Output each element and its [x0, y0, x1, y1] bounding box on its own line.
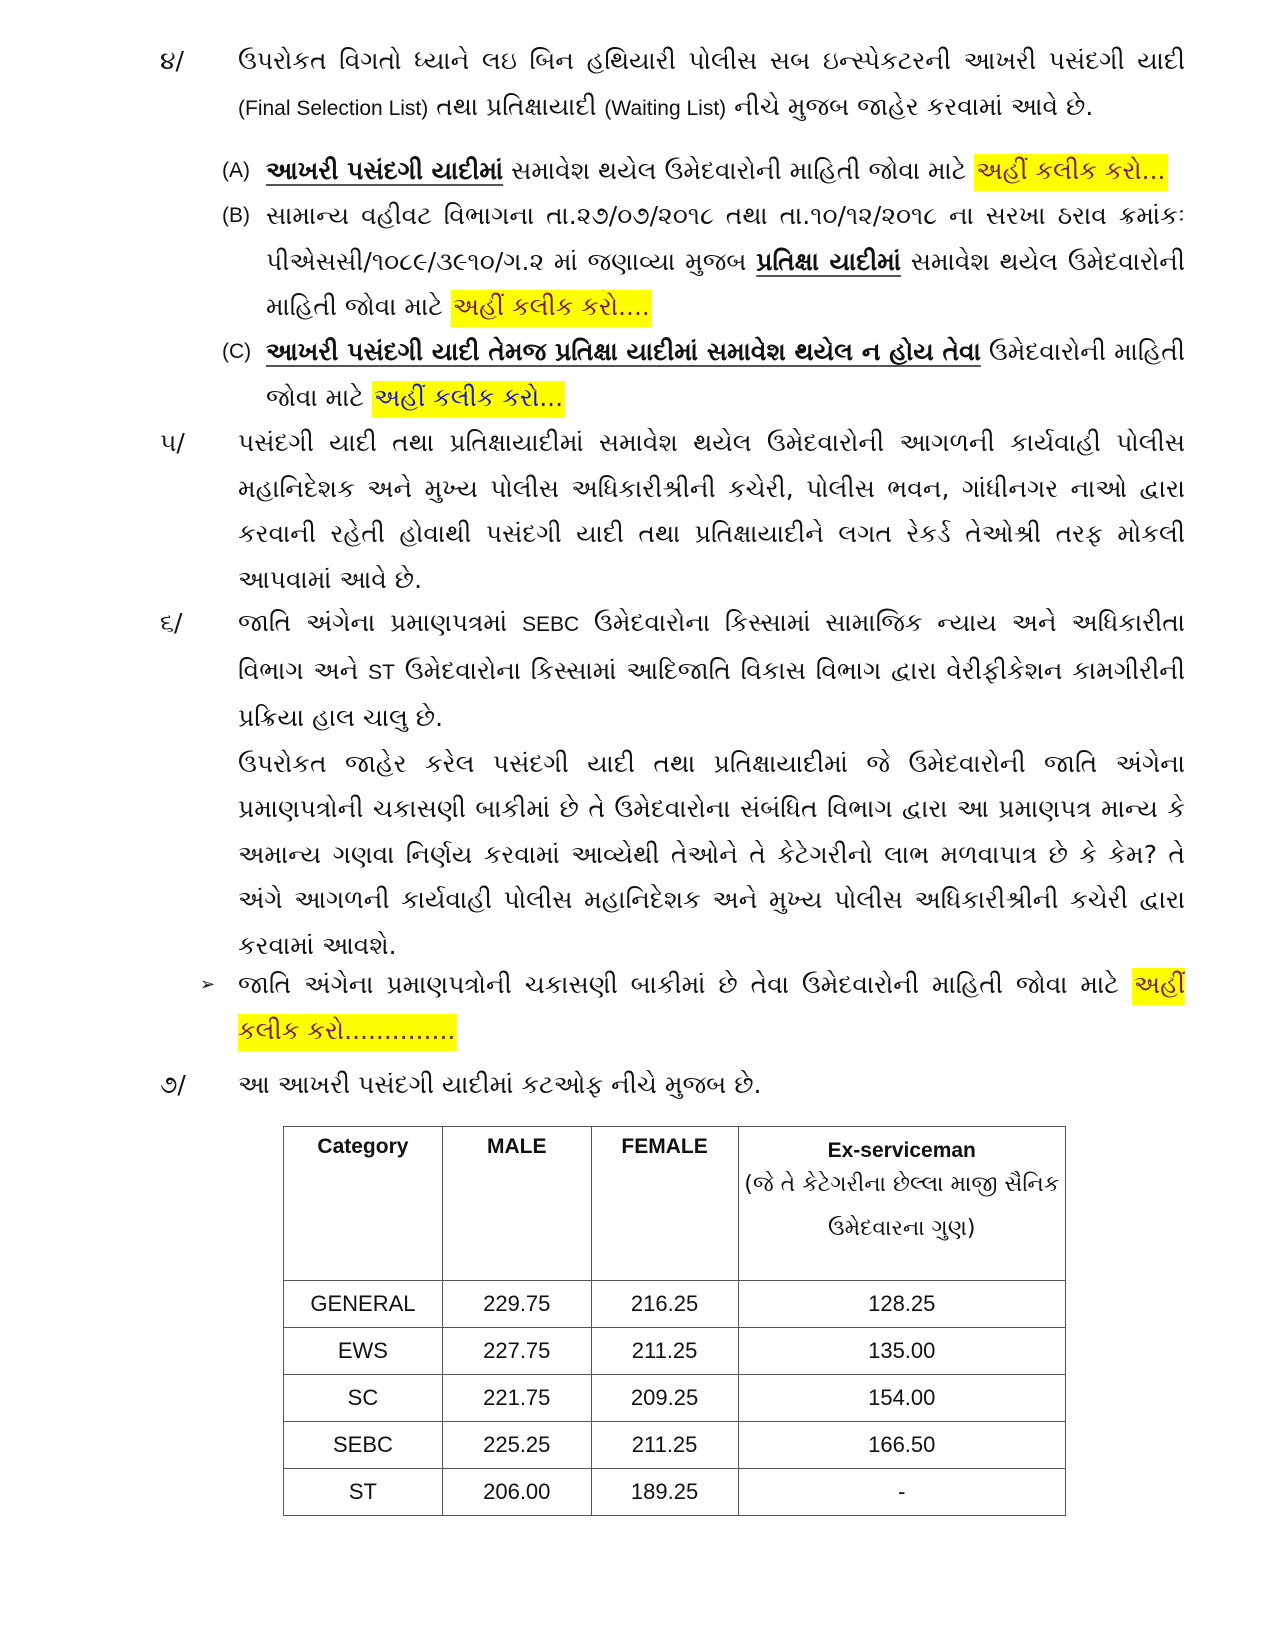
text: નીચે મુજબ જાહેર કરવામાં આવે છે. — [726, 91, 1094, 121]
cell-ex-serviceman: 154.00 — [738, 1375, 1066, 1422]
section-7 — [160, 1062, 1185, 1108]
waiting-list-label: (Waiting List) — [604, 96, 727, 120]
section-number: ૭/ — [160, 1070, 186, 1099]
table-row — [284, 1422, 1066, 1469]
text: સામાન્ય વહીવટ વિભાગના તા.૨૭/૦૭/૨૦૧૮ તથા તા.૧૦/૧૨/૨૦૧૮ ના સરખા ઠરાવ ક્રમાંકઃ પીએસસી/૧૦૮૯/૩૯૧૦/ગ.૨ માં જણાવ્યા મુજબ — [266, 201, 1185, 276]
section-5 — [160, 420, 1185, 602]
item-label: (A) — [222, 159, 250, 182]
cell-male: 221.75 — [442, 1375, 591, 1422]
text: ઉમેદવારોના કિસ્સામાં સામાજિક ન્યાય અને અધિકારીતા વિભાગ અને — [238, 608, 1185, 685]
header-male: MALE — [442, 1127, 591, 1281]
arrow-bullet-icon: ➢ — [200, 974, 216, 995]
cell-ex-serviceman: - — [738, 1469, 1066, 1516]
section-4-text — [238, 38, 1185, 131]
ex-serviceman-note: (જે તે કેટેગરીના છેલ્લા માજી સૈનિક ઉમેદવારના ગુણ) — [744, 1172, 1060, 1241]
st-label: ST — [368, 660, 396, 684]
final-list-link[interactable]: અહીં કલીક કરો... — [974, 154, 1167, 191]
cell-male: 225.25 — [442, 1422, 591, 1469]
underlined-text: પ્રતિક્ષા યાદીમાં — [756, 246, 902, 276]
item-b — [222, 193, 1185, 330]
not-included-list-link[interactable]: અહીં કલીક કરો... — [372, 381, 565, 418]
cell-category: ST — [284, 1469, 443, 1516]
underlined-text: આખરી પસંદગી યાદીમાં — [266, 156, 504, 185]
table-row — [284, 1281, 1066, 1328]
text: ઉમેદવારોની માહિતી જોવા માટે — [266, 337, 1185, 412]
sebc-label: SEBC — [521, 613, 580, 636]
text: જાતિ અંગેના પ્રમાણપત્રમાં — [238, 608, 522, 637]
cell-category: GENERAL — [284, 1281, 443, 1328]
cell-male: 227.75 — [442, 1328, 591, 1375]
header-female: FEMALE — [591, 1127, 738, 1281]
cell-category: SEBC — [284, 1422, 443, 1469]
cell-female: 189.25 — [591, 1469, 738, 1516]
section-6-text — [238, 600, 1185, 741]
cell-ex-serviceman: 166.50 — [738, 1422, 1066, 1469]
cell-male: 206.00 — [442, 1469, 591, 1516]
section-4 — [160, 38, 1185, 131]
text: સમાવેશ થયેલ ઉમેદવારોની માહિતી જોવા માટે — [266, 246, 1185, 321]
cell-female: 216.25 — [591, 1281, 738, 1328]
pending-verification-link[interactable]: અહીં કલીક કરો.............. — [238, 968, 1185, 1051]
waiting-list-link[interactable]: અહીં કલીક કરો.... — [451, 290, 652, 327]
ex-serviceman-label: Ex-serviceman — [827, 1139, 976, 1162]
item-a — [222, 148, 1185, 194]
text: ઉમેદવારોના કિસ્સામાં આદિજાતિ વિકાસ વિભાગ દ્વારા વેરીફીકેશન કામગીરીની પ્રક્રિયા હાલ ચાલુ છે. — [238, 655, 1186, 732]
cell-female: 211.25 — [591, 1328, 738, 1375]
item-c — [222, 329, 1185, 420]
header-category: Category — [284, 1127, 443, 1281]
table-header-row — [284, 1127, 1066, 1281]
text: જાતિ અંગેના પ્રમાણપત્રોની ચકાસણી બાકીમાં છે તેવા ઉમેદવારોની માહિતી જોવા માટે — [238, 970, 1132, 999]
cell-category: SC — [284, 1375, 443, 1422]
cell-female: 209.25 — [591, 1375, 738, 1422]
section-number: ૬/ — [160, 608, 183, 637]
cell-ex-serviceman: 128.25 — [738, 1281, 1066, 1328]
item-label: (B) — [222, 204, 250, 227]
table-row — [284, 1469, 1066, 1516]
table-row — [284, 1375, 1066, 1422]
cell-male: 229.75 — [442, 1281, 591, 1328]
header-ex-serviceman — [738, 1127, 1066, 1281]
cell-category: EWS — [284, 1328, 443, 1375]
section-number: ૫/ — [160, 428, 185, 457]
section-number: ૪/ — [160, 46, 184, 75]
section-6-paragraph-2: ઉપરોકત જાહેર કરેલ પસંદગી યાદી તથા પ્રતિક્ષાયાદીમાં જે ઉમેદવારોની જાતિ અંગેના પ્રમાણપત્રોની ચકાસણી બાકીમાં છે તે ઉમેદવારોના સંબંધિત વિભાગ દ્વારા આ પ્રમાણપત્ર માન્ય કે અમાન્ય ગણવા નિર્ણય કરવામાં આવ્યેથી તેઓને તે કેટેગરીનો લાભ મળવાપાત્ર છે કે કેમ? તે અંગે આગળની કાર્યવાહી પોલીસ મહાનિદેશક અને મુખ્ય પોલીસ અધિકારીશ્રીની કચેરી દ્વારા કરવામાં આવશે. — [238, 748, 1185, 960]
text: તથા પ્રતિક્ષાયાદી — [428, 91, 605, 121]
section-7-text: આ આખરી પસંદગી યાદીમાં કટઓફ નીચે મુજબ છે. — [238, 1070, 762, 1099]
underlined-text: આખરી પસંદગી યાદી તેમજ પ્રતિક્ષા યાદીમાં સમાવેશ થયેલ ન હોય તેવા — [266, 337, 981, 366]
final-selection-list-label: (Final Selection List) — [238, 96, 429, 120]
text: સમાવેશ થયેલ ઉમેદવારોની માહિતી જોવા માટે — [503, 156, 975, 185]
cell-ex-serviceman: 135.00 — [738, 1328, 1066, 1375]
cell-female: 211.25 — [591, 1422, 738, 1469]
caste-certificate-bullet — [200, 962, 1185, 1053]
item-label: (C) — [222, 340, 252, 363]
section-6 — [160, 600, 1185, 968]
section-5-text: પસંદગી યાદી તથા પ્રતિક્ષાયાદીમાં સમાવેશ થયેલ ઉમેદવારોની આગળની કાર્યવાહી પોલીસ મહાનિદેશક અને મુખ્ય પોલીસ અધિકારીશ્રીની કચેરી, પોલીસ ભવન, ગાંધીનગર નાઓ દ્વારા કરવાની રહેતી હોવાથી પસંદગી યાદી તથા પ્રતિક્ષાયાદીને લગત રેકર્ડ તેઓશ્રી તરફ મોકલી આપવામાં આવે છે. — [238, 428, 1185, 594]
cutoff-table — [283, 1126, 1066, 1516]
text: ઉપરોકત વિગતો ધ્યાને લઇ બિન હથિયારી પોલીસ સબ ઇન્સ્પેકટરની આખરી પસંદગી યાદી — [238, 46, 1185, 75]
table-row — [284, 1328, 1066, 1375]
